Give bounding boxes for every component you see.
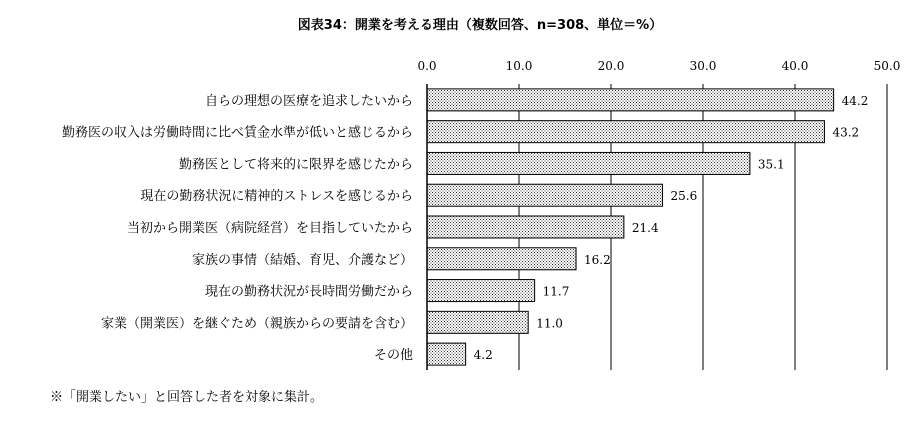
category-labels [62, 93, 413, 363]
bar [427, 89, 834, 111]
bar [427, 280, 535, 302]
value-label: 35.1 [757, 157, 785, 172]
category-label: 当初から開業医（病院経営）を目指していたから [126, 221, 413, 236]
value-label: 11.0 [536, 316, 563, 331]
bar [427, 248, 576, 270]
value-label: 16.2 [584, 252, 611, 267]
value-label: 21.4 [631, 221, 659, 235]
bars [427, 89, 834, 365]
value-label: 25.6 [670, 189, 698, 204]
x-tick-label: 0.0 [417, 59, 437, 73]
x-axis-ticks [417, 59, 900, 73]
category-label: 家族の事情（結婚、育児、介護など） [191, 252, 413, 268]
category-label: その他 [373, 348, 413, 364]
value-label: 43.2 [832, 125, 860, 140]
x-tick-label: 10.0 [505, 59, 533, 73]
bar [427, 343, 466, 365]
x-tick-label: 40.0 [781, 59, 809, 73]
bar [427, 184, 663, 206]
bar [427, 152, 750, 174]
chart-title: 図表34：開業を考える理由（複数回答、n=308、単位＝%） [297, 18, 663, 33]
value-label: 11.7 [542, 284, 570, 299]
x-tick-label: 30.0 [689, 59, 717, 73]
category-label: 現在の勤務状況が長時間労働だから [204, 284, 413, 300]
bar [427, 311, 528, 333]
value-label: 44.2 [841, 93, 869, 108]
category-label: 勤務医として将来的に限界を感じたから [178, 157, 413, 173]
bar [427, 121, 824, 143]
category-label: 家業（開業医）を継ぐため（親族からの要請を含む） [100, 316, 413, 332]
x-tick-label: 50.0 [873, 59, 901, 73]
x-tick-label: 20.0 [597, 59, 625, 73]
value-label: 4.2 [473, 348, 493, 363]
bar [427, 216, 624, 238]
category-label: 勤務医の収入は労働時間に比べ賃金水準が低いと感じるから [61, 125, 413, 141]
footnote: ※「開業したい」と回答した者を対象に集計。 [50, 390, 324, 405]
category-label: 現在の勤務状況に精神的ストレスを感じるから [140, 189, 413, 205]
category-label: 自らの理想の医療を追求したいから [204, 93, 413, 109]
